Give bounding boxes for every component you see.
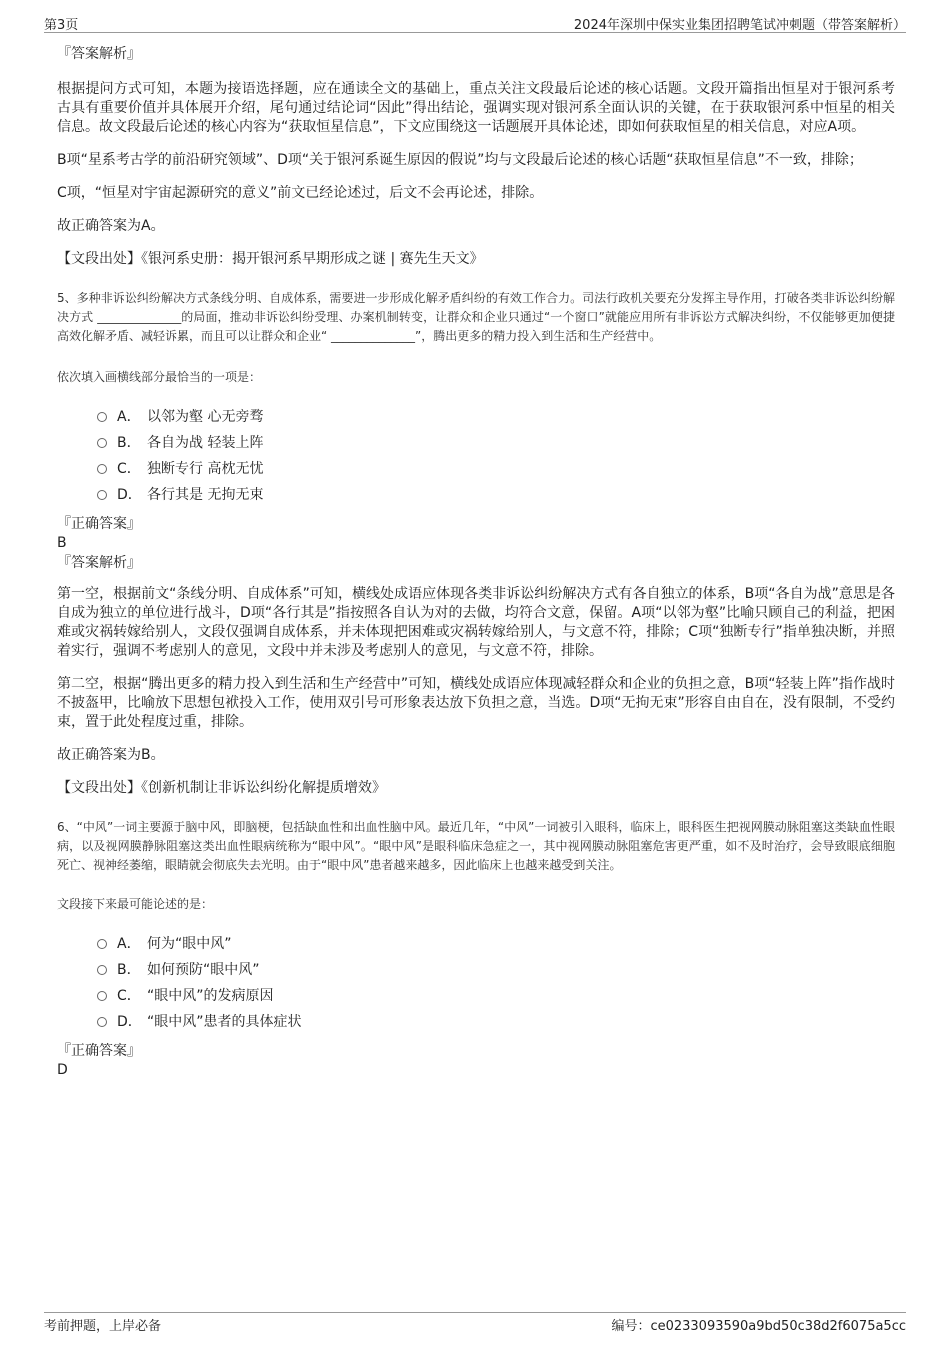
q4-source: 【文段出处】《银河系史册：揭开银河系早期形成之谜 | 赛先生天文》 bbox=[57, 251, 484, 267]
footer-slogan: 考前押题，上岸必备 bbox=[44, 1319, 162, 1334]
q5-analysis-p2: 第二空，根据“腾出更多的精力投入到生活和生产经营中”可知，横线处成语应体现减轻群众和企业的负担之意，B项“轻装上阵”指作战时不披盔甲，比喻放下思想包袱投入工作，使用双引号可形象表达放下负担之意，当选。D项“无拘无束”形容自由自在，没有限制，不受约束，置于此处程度过重，排除。 bbox=[57, 676, 895, 730]
q4-analysis-p1: 根据提问方式可知，本题为接语选择题，应在通读全文的基础上，重点关注文段最后论述的核心话题。文段开篇指出恒星对于银河系考古具有重要价值并具体展开介绍，尾句通过结论词“因此”得出结论，强调实现对银河系全面认识的关键，在于获取银河系中恒星的相关信息。故文段最后论述的核心内容为“获取恒星信息”，下文应围绕这一话题展开具体论述，即如何获取恒星的相关信息，对应A项。 bbox=[57, 81, 895, 135]
radio-icon[interactable] bbox=[97, 464, 107, 474]
q4-analysis-p4: 故正确答案为A。 bbox=[57, 218, 165, 234]
q6-prompt: 文段接下来最可能论述的是： bbox=[57, 897, 214, 911]
document-body bbox=[57, 44, 895, 1080]
q4-section bbox=[57, 44, 895, 269]
q5-options bbox=[97, 404, 895, 508]
q4-analysis-label: 『答案解析』 bbox=[57, 46, 141, 62]
radio-icon[interactable] bbox=[97, 412, 107, 422]
page-header bbox=[44, 14, 906, 33]
q5-option-c[interactable]: C． 独断专行 高枕无忧 bbox=[97, 456, 895, 482]
q6-answer: D bbox=[57, 1062, 68, 1078]
q5-option-a[interactable]: A． 以邻为壑 心无旁骛 bbox=[97, 404, 895, 430]
q5-blank-2: ______________ bbox=[331, 329, 416, 343]
q6-option-a[interactable]: A． 何为“眼中风” bbox=[97, 931, 895, 957]
q5-analysis-label: 『答案解析』 bbox=[57, 555, 141, 571]
q5-blank-1: ______________ bbox=[97, 310, 182, 324]
q6-option-b[interactable]: B． 如何预防“眼中风” bbox=[97, 957, 895, 983]
q4-analysis-p3: C项，“恒星对宇宙起源研究的意义”前文已经论述过，后文不会再论述，排除。 bbox=[57, 185, 544, 201]
q5-answer-label: 『正确答案』 bbox=[57, 516, 141, 532]
radio-icon[interactable] bbox=[97, 991, 107, 1001]
q6-section bbox=[57, 818, 895, 1080]
radio-icon[interactable] bbox=[97, 490, 107, 500]
radio-icon[interactable] bbox=[97, 438, 107, 448]
q5-source: 【文段出处】《创新机制让非诉讼纠纷化解提质增效》 bbox=[57, 780, 386, 796]
page-number: 第3页 bbox=[44, 18, 79, 33]
q5-option-d[interactable]: D． 各行其是 无拘无束 bbox=[97, 482, 895, 508]
document-title: 2024年深圳中保实业集团招聘笔试冲刺题（带答案解析） bbox=[573, 18, 906, 33]
q5-option-b[interactable]: B． 各自为战 轻装上阵 bbox=[97, 430, 895, 456]
q5-analysis-p3: 故正确答案为B。 bbox=[57, 747, 165, 763]
q6-answer-label: 『正确答案』 bbox=[57, 1043, 141, 1059]
q6-options bbox=[97, 931, 895, 1035]
q6-option-d[interactable]: D． “眼中风”患者的具体症状 bbox=[97, 1009, 895, 1035]
q5-answer: B bbox=[57, 535, 67, 551]
q5-section bbox=[57, 289, 895, 798]
q4-analysis-p2: B项“星系考古学的前沿研究领域”、D项“关于银河系诞生原因的假说”均与文段最后论述的核心话题“获取恒星信息”不一致，排除； bbox=[57, 152, 863, 168]
radio-icon[interactable] bbox=[97, 965, 107, 975]
page-footer bbox=[44, 1312, 906, 1335]
document-code: 编号：ce0233093590a9bd50c38d2f6075a5cc bbox=[611, 1319, 906, 1334]
radio-icon[interactable] bbox=[97, 1017, 107, 1027]
q6-option-c[interactable]: C． “眼中风”的发病原因 bbox=[97, 983, 895, 1009]
q5-question-text: 5、多种非诉讼纠纷解决方式条线分明、自成体系，需要进一步形成化解矛盾纠纷的有效工作合力。司法行政机关要充分发挥主导作用，打破各类非诉讼纠纷解决方式 ______________的局面，推动非诉讼纠纷受理、办案机制转变，让群众和企业只通过“一个窗口”就能应用所有非诉讼方式解决纠纷，不仅能够更加便捷高效化解矛盾、减轻诉累，而且可以让群众和企业“ ______________”，腾出更多的精力投入到生活和生产经营中。 bbox=[57, 291, 895, 343]
radio-icon[interactable] bbox=[97, 939, 107, 949]
q6-question-text: 6、“中风”一词主要源于脑中风，即脑梗，包括缺血性和出血性脑中风。最近几年，“中风”一词被引入眼科，临床上，眼科医生把视网膜动脉阻塞这类缺血性眼病，以及视网膜静脉阻塞这类出血性眼病统称为“眼中风”。“眼中风”是眼科临床急症之一，其中视网膜动脉阻塞危害更严重，如不及时治疗，会导致眼底细胞死亡、视神经萎缩，眼睛就会彻底失去光明。由于“眼中风”患者越来越多，因此临床上也越来越受到关注。 bbox=[57, 820, 895, 872]
q5-prompt: 依次填入画横线部分最恰当的一项是： bbox=[57, 370, 262, 384]
q5-analysis-p1: 第一空，根据前文“条线分明、自成体系”可知，横线处成语应体现各类非诉讼纠纷解决方式有各自独立的体系，B项“各自为战”意思是各自成为独立的单位进行战斗，D项“各行其是”指按照各自认为对的去做，均符合文意，保留。A项“以邻为壑”比喻只顾自己的利益，把困难或灾祸转嫁给别人，文段仅强调自成体系，并未体现把困难或灾祸转嫁给别人，与文意不符，排除；C项“独断专行”指单独决断，并照着实行，强调不考虑别人的意见，文段中并未涉及考虑别人的意见，与文意不符，排除。 bbox=[57, 586, 895, 659]
